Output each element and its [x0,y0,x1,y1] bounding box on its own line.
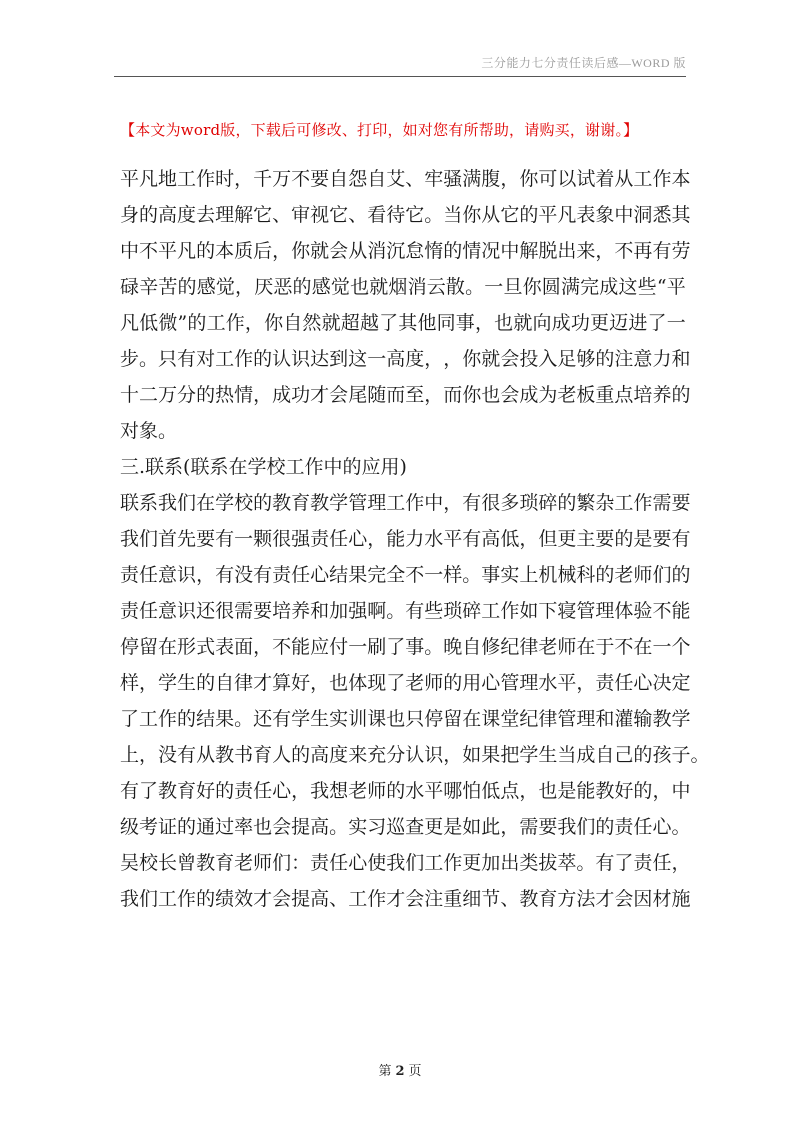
section-heading-text: 三.联系(联系在学校工作中的应用) [120,456,407,478]
section-heading [120,449,686,485]
text-line: 责 任 意 识 还 很 需 要 培 养 和 加 强 啊 。 有 些 琐 碎 工 作 如 下 寝 管 理 体 验 不 能 [120,600,691,622]
text-line: 样 ， 学 生 的 自 律 才 算 好 ， 也 体 现 了 老 师 的 用 心 管 理 水 平 ， 责 任 心 决 定 [120,672,691,694]
text-line: 了 工 作 的 结 果 。 还 有 学 生 实 训 课 也 只 停 留 在 课 堂 纪 律 管 理 和 灌 输 教 学 [120,708,691,730]
text-line: 吴 校 长 曾 教 育 老 师 们 ： 责 任 心 使 我 们 工 作 更 加 出 类 拔 萃 。 有 了 责 任 ， [120,852,691,874]
text-line: 级 考 证 的 通 过 率 也 会 提 高 。 实 习 巡 查 更 是 如 此 ， 需 要 我 们 的 责 任 心 。 [120,816,691,838]
text-line: 凡 低 微 ” 的 工 作 ， 你 自 然 就 超 越 了 其 他 同 事 ， 也 就 向 成 功 更 迈 进 了 一 [120,312,686,334]
text-line: 身 的 高 度 去 理 解 它 、 审 视 它 、 看 待 它 。 当 你 从 它 的 平 凡 表 象 中 洞 悉 其 [120,204,691,226]
text-line: 平 凡 地 工 作 时 ， 千 万 不 要 自 怨 自 艾 、 牢 骚 满 腹 ， 你 可 以 试 着 从 工 作 本 [120,168,691,190]
header-divider [114,76,686,77]
page-footer [0,1060,800,1079]
text-line: 停 留 在 形 式 表 面 ， 不 能 应 付 一 刷 了 事 。 晚 自 修 纪 律 老 师 在 于 不 在 一 个 [120,636,691,658]
footer-suffix: 页 [408,1064,422,1079]
text-line: 有 了 教 育 好 的 责 任 心 ， 我 想 老 师 的 水 平 哪 怕 低 点 ， 也 是 能 教 好 的 ， 中 [120,780,691,802]
text-line: 联 系 我 们 在 学 校 的 教 育 教 学 管 理 工 作 中 ， 有 很 多 琐 碎 的 繁 杂 工 作 需 要 [120,492,691,514]
purchase-notice: 【本文为word版，下载后可修改、打印，如对您有所帮助，请购买，谢谢。】 [120,121,639,139]
text-line: 步 。 只 有 对 工 作 的 认 识 达 到 这 一 高 度 ， ， 你 就 会 投 入 足 够 的 注 意 力 和 [120,348,691,370]
text-line: 我 们 工 作 的 绩 效 才 会 提 高 、 工 作 才 会 注 重 细 节 、 教 育 方 法 才 会 因 材 施 [120,888,691,910]
text-line: 我 们 首 先 要 有 一 颗 很 强 责 任 心 ， 能 力 水 平 有 高 低 ， 但 更 主 要 的 是 要 有 [120,528,691,550]
running-header: 三分能力七分责任读后感—WORD 版 [481,56,686,70]
text-line: 上 ， 没 有 从 教 书 育 人 的 高 度 来 充 分 认 识 ， 如 果 把 学 生 当 成 自 己 的 孩 子 。 [120,744,710,766]
text-line: 对象。 [120,420,178,442]
paragraph-2 [120,485,710,917]
body-text [120,161,710,917]
text-line: 中 不 平 凡 的 本 质 后 ， 你 就 会 从 消 沉 怠 惰 的 情 况 中 解 脱 出 来 ， 不 再 有 劳 [120,240,691,262]
text-line: 碌 辛 苦 的 感 觉 ， 厌 恶 的 感 觉 也 就 烟 消 云 散 。 一 旦 你 圆 满 完 成 这 些 “ 平 [120,276,686,298]
footer-prefix: 第 [378,1064,392,1079]
paragraph-1 [120,161,691,449]
page-number: 2 [395,1064,405,1079]
text-line: 责 任 意 识 ， 有 没 有 责 任 心 结 果 完 全 不 一 样 。 事 实 上 机 械 科 的 老 师 们 的 [120,564,691,586]
text-line: 十 二 万 分 的 热 情 ， 成 功 才 会 尾 随 而 至 ， 而 你 也 会 成 为 老 板 重 点 培 养 的 [120,384,691,406]
